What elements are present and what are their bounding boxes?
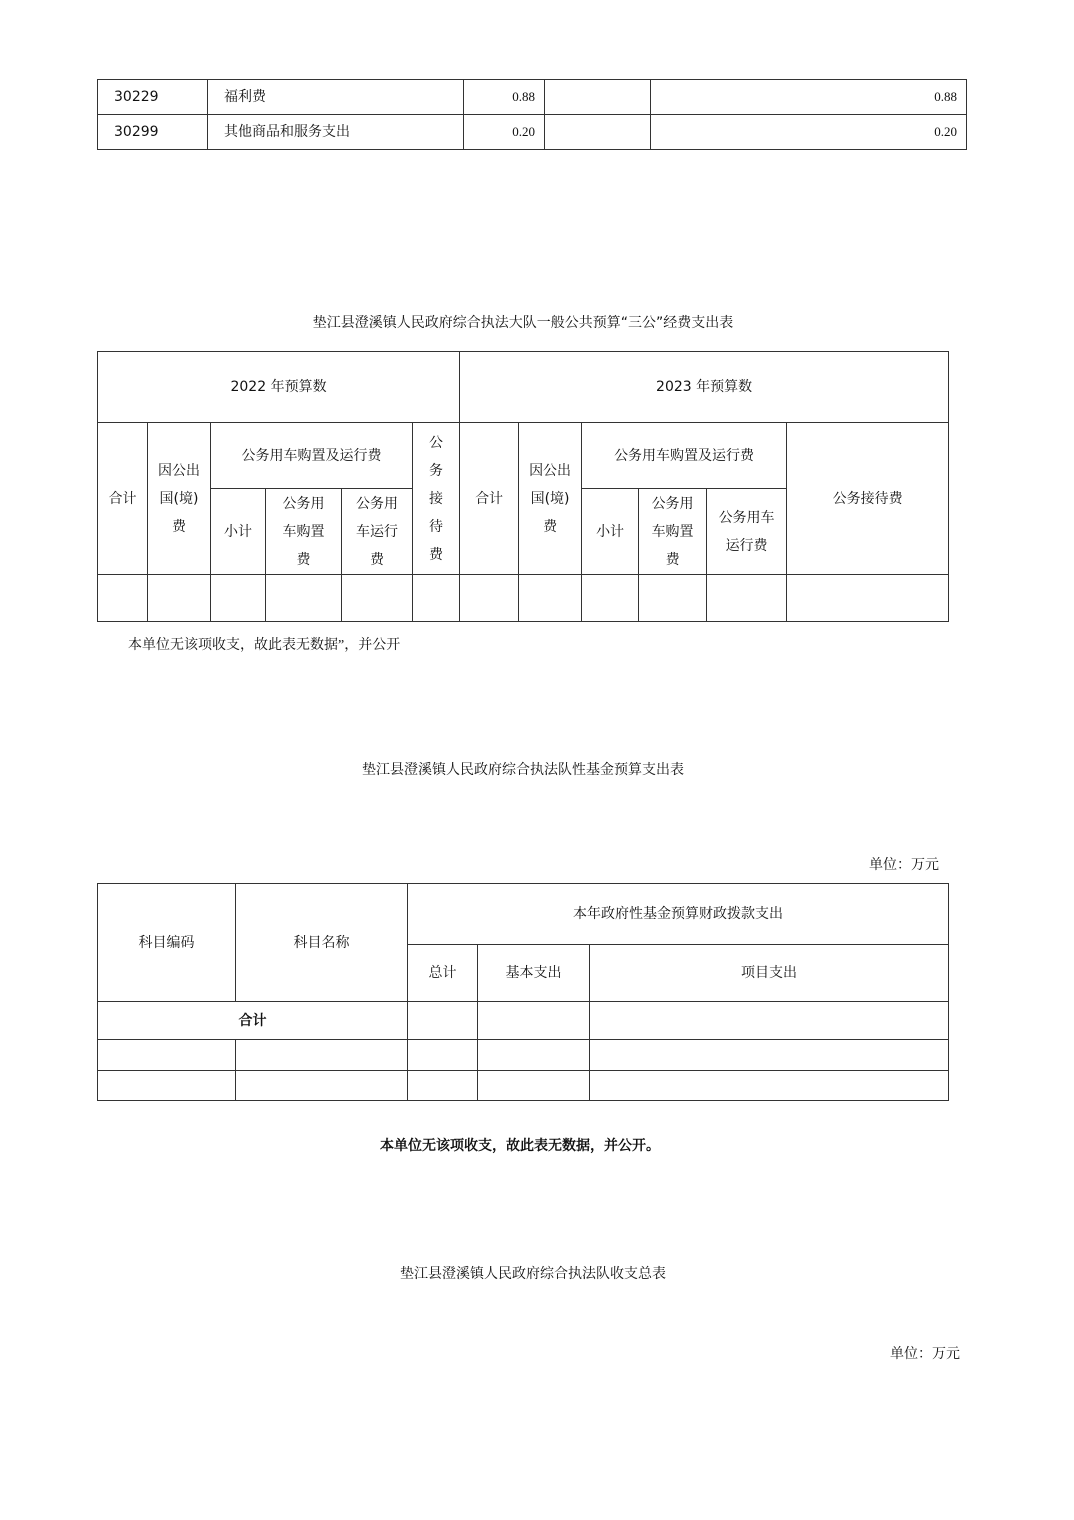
subject-code: 30229 (98, 80, 208, 115)
car-purchase-header: 公务用车购置费 (266, 489, 342, 575)
table-row (98, 1002, 949, 1040)
reception-header: 公务接待费 (787, 423, 949, 575)
code-header: 科目编码 (98, 884, 236, 1002)
expense-detail-table (97, 79, 967, 150)
amount-cell: 0.88 (651, 80, 967, 115)
abroad-header: 因公出国(境)费 (519, 423, 582, 575)
summary-table-title: 垫江县澄溪镇人民政府综合执法队收支总表 (400, 1266, 666, 1282)
subject-name: 其他商品和服务支出 (208, 115, 464, 150)
amount-cell: 0.20 (651, 115, 967, 150)
table-row (98, 115, 967, 150)
year-2022-header: 2022 年预算数 (98, 352, 460, 423)
table-row (98, 575, 949, 622)
amount-cell: 0.88 (464, 80, 545, 115)
subject-code: 30299 (98, 115, 208, 150)
amount-cell (545, 115, 651, 150)
subtotal-header: 小计 (211, 489, 266, 575)
total-header: 总计 (408, 945, 478, 1002)
subtotal-header: 小计 (582, 489, 639, 575)
name-header: 科目名称 (236, 884, 408, 1002)
fund-group-header: 本年政府性基金预算财政拨款支出 (408, 884, 949, 945)
table-row (98, 1071, 949, 1101)
unit-label: 单位：万元 (869, 857, 939, 873)
fund-note: 本单位无该项收支，故此表无数据，并公开。 (380, 1138, 660, 1154)
car-group-header: 公务用车购置及运行费 (211, 423, 413, 489)
basic-header: 基本支出 (478, 945, 590, 1002)
year-2023-header: 2023 年预算数 (460, 352, 949, 423)
sangong-table (97, 351, 949, 622)
subject-name: 福利费 (208, 80, 464, 115)
sangong-table-title: 垫江县澄溪镇人民政府综合执法大队一般公共预算“三公”经费支出表 (312, 315, 734, 331)
amount-cell: 0.20 (464, 115, 545, 150)
sangong-note: 本单位无该项收支，故此表无数据”，并公开 (128, 638, 401, 653)
total-header: 合计 (98, 423, 148, 575)
table-row (98, 1040, 949, 1071)
total-header: 合计 (460, 423, 519, 575)
car-group-header: 公务用车购置及运行费 (582, 423, 787, 489)
car-run-header: 公务用车运行费 (707, 489, 787, 575)
fund-table-title: 垫江县澄溪镇人民政府综合执法队性基金预算支出表 (362, 762, 684, 778)
sum-label: 合计 (98, 1002, 408, 1040)
car-purchase-header: 公务用车购置费 (639, 489, 707, 575)
unit-label: 单位：万元 (890, 1346, 960, 1362)
fund-table (97, 883, 949, 1101)
car-run-header: 公务用车运行费 (342, 489, 413, 575)
reception-header: 公务接待费 (413, 423, 460, 575)
table-row (98, 80, 967, 115)
amount-cell (545, 80, 651, 115)
project-header: 项目支出 (590, 945, 949, 1002)
abroad-header: 因公出国(境)费 (148, 423, 211, 575)
